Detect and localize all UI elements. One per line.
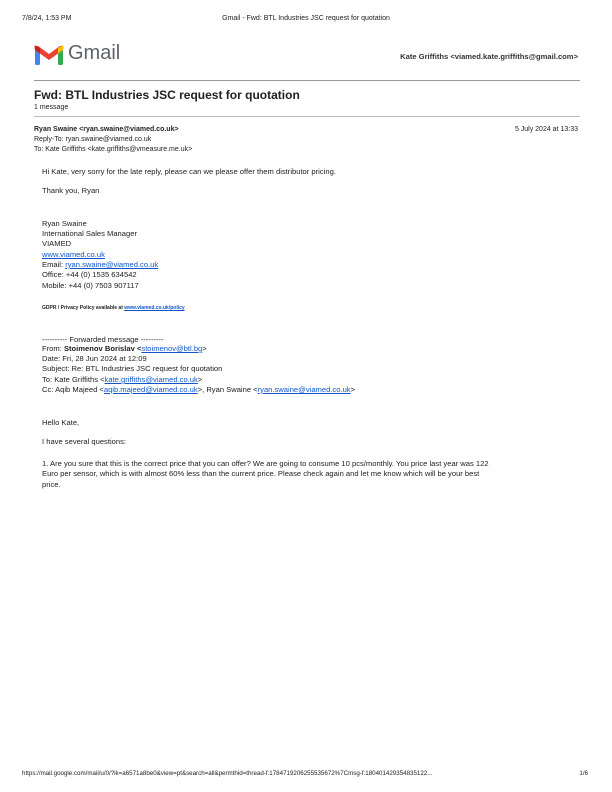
fwd-cc-end: > [350,385,356,394]
sig-gdpr-row [42,305,185,311]
sig-mobile: Mobile: +44 (0) 7503 907117 [42,281,139,290]
print-title: Gmail - Fwd: BTL Industries JSC request for quotation [222,15,390,22]
message-from: Ryan Swaine <ryan.swaine@viamed.co.uk> [34,126,179,133]
footer-url: https://mail.google.com/mail/u/0/?ik=a6571a8be0&view=pt&search=all&permthid=thread-f:1784719206255535672%7Cmsg-f:180401429354835122... [22,770,433,777]
gmail-logo-icon [34,43,64,66]
sig-gdpr-label: GDPR / Privacy Policy available at [42,305,125,311]
footer-page: 1/6 [579,770,588,777]
fwd-from-end: > [202,344,207,353]
sig-company: VIAMED [42,239,72,248]
thread-subject: Fwd: BTL Industries JSC request for quotation [34,88,300,102]
fwd-question-line-3: price. [42,480,61,489]
fwd-from-name: Stoimenov Borislav < [63,344,142,353]
fwd-to-label: To: Kate Griffiths < [42,375,105,384]
fwd-cc-email-link-1[interactable]: aqib.majeed@viamed.co.uk [103,385,198,394]
print-datetime: 7/8/24, 1:53 PM [22,15,72,22]
sig-office: Office: +44 (0) 1535 634542 [42,270,137,279]
fwd-cc-mid: >, Ryan Swaine < [197,385,258,394]
sig-website-link[interactable]: www.viamed.co.uk [42,250,105,259]
fwd-cc-label: Cc: Aqib Majeed < [42,385,104,394]
message-reply-to: Reply-To: ryan.swaine@viamed.co.uk [34,136,152,143]
fwd-greeting: Hello Kate, [42,418,80,427]
fwd-subject: Subject: Re: BTL Industries JSC request for quotation [42,364,223,373]
fwd-cc-email-link-2[interactable]: ryan.swaine@viamed.co.uk [257,385,351,394]
sig-email-label: Email: [42,260,66,269]
fwd-from-email-link[interactable]: stoimenov@btl.bg [141,344,203,353]
account-name: Kate Griffiths <viamed.kate.griffiths@gmail.com> [400,52,578,61]
forward-divider: ---------- Forwarded message --------- [42,335,164,344]
fwd-to-row [42,375,202,385]
body-line-2: Thank you, Ryan [42,186,100,195]
fwd-intro: I have several questions: [42,437,127,446]
fwd-date: Date: Fri, 28 Jun 2024 at 12:09 [42,354,147,363]
fwd-to-end: > [197,375,203,384]
message-date: 5 July 2024 at 13:33 [514,126,578,133]
header-divider [34,80,580,81]
sig-email-row [42,260,158,270]
fwd-question-line-1: 1. Are you sure that this is the correct price that you can offer? We are going to consume 10 pcs/monthly. You price last year was 122 [42,459,489,468]
message-to: To: Kate Griffiths <kate.griffiths@vmeasure.me.uk> [34,146,193,153]
sig-gdpr-link[interactable]: www.viamed.co.uk/policy [124,305,185,311]
fwd-question-line-2: Euro per sensor, which is with almost 60% less than the current price. Please check again and let me know which will be your best [42,469,480,478]
fwd-from-label: From: [42,344,64,353]
body-line-1: Hi Kate, very sorry for the late reply, please can we please offer them distributor pricing. [42,167,336,176]
fwd-cc-row [42,385,355,395]
sig-name: Ryan Swaine [42,219,87,228]
gmail-wordmark: Gmail [68,42,121,64]
message-count: 1 message [34,104,69,111]
sig-title: International Sales Manager [42,229,137,238]
thread-divider [34,116,580,117]
fwd-from-row [42,344,207,354]
fwd-to-email-link[interactable]: kate.griffiths@viamed.co.uk [104,375,198,384]
sig-email-link[interactable]: ryan.swaine@viamed.co.uk [65,260,159,269]
